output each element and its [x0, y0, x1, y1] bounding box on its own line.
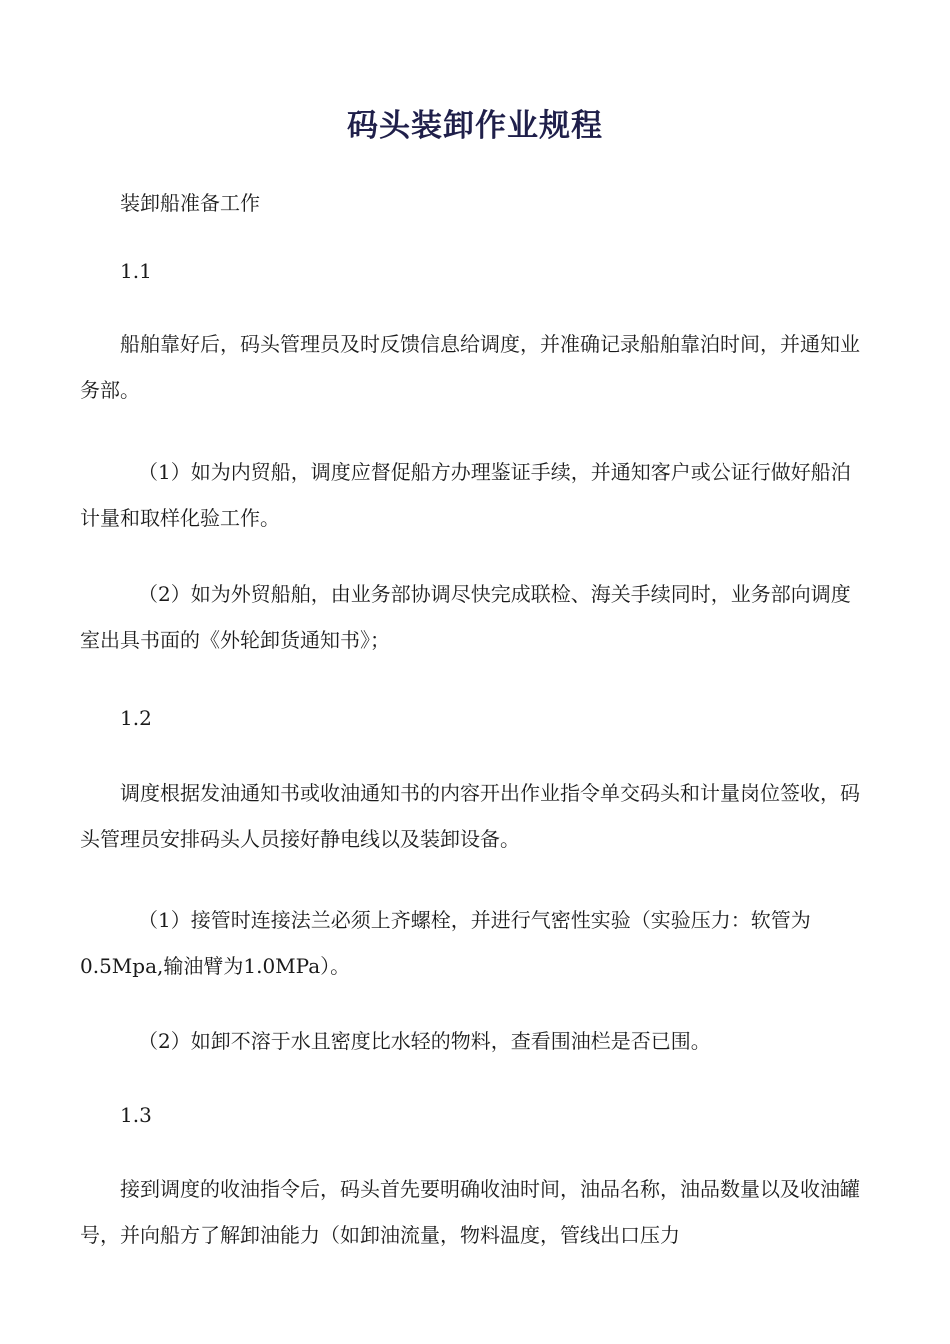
- section-number: 1.1: [120, 259, 152, 283]
- paragraph: （2）如为外贸船舶，由业务部协调尽快完成联检、海关手续同时，业务部向调度室出具书面的《外轮卸货通知书》；: [80, 582, 851, 652]
- document-title: 码头装卸作业规程: [347, 108, 603, 144]
- section-number: 1.3: [120, 1103, 152, 1127]
- paragraph: 接到调度的收油指令后，码头首先要明确收油时间，油品名称，油品数量以及收油罐号，并向船方了解卸油能力（如卸油流量，物料温度，管线出口压力: [80, 1177, 860, 1247]
- paragraph: （2）如卸不溶于水且密度比水轻的物料，查看围油栏是否已围。: [138, 1029, 711, 1053]
- section-number: 1.2: [120, 706, 152, 730]
- paragraph: 调度根据发油通知书或收油通知书的内容开出作业指令单交码头和计量岗位签收，码头管理员安排码头人员接好静电线以及装卸设备。: [80, 781, 860, 851]
- paragraph: （1）接管时连接法兰必须上齐螺栓，并进行气密性实验（实验压力：软管为0.5Mpa,输油臂为1.0MPa）。: [80, 908, 811, 978]
- paragraph: 船舶靠好后，码头管理员及时反馈信息给调度，并准确记录船舶靠泊时间，并通知业务部。: [80, 332, 860, 402]
- section-heading: 装卸船准备工作: [120, 191, 260, 215]
- paragraph: （1）如为内贸船，调度应督促船方办理鉴证手续，并通知客户或公证行做好船泊计量和取样化验工作。: [80, 460, 851, 530]
